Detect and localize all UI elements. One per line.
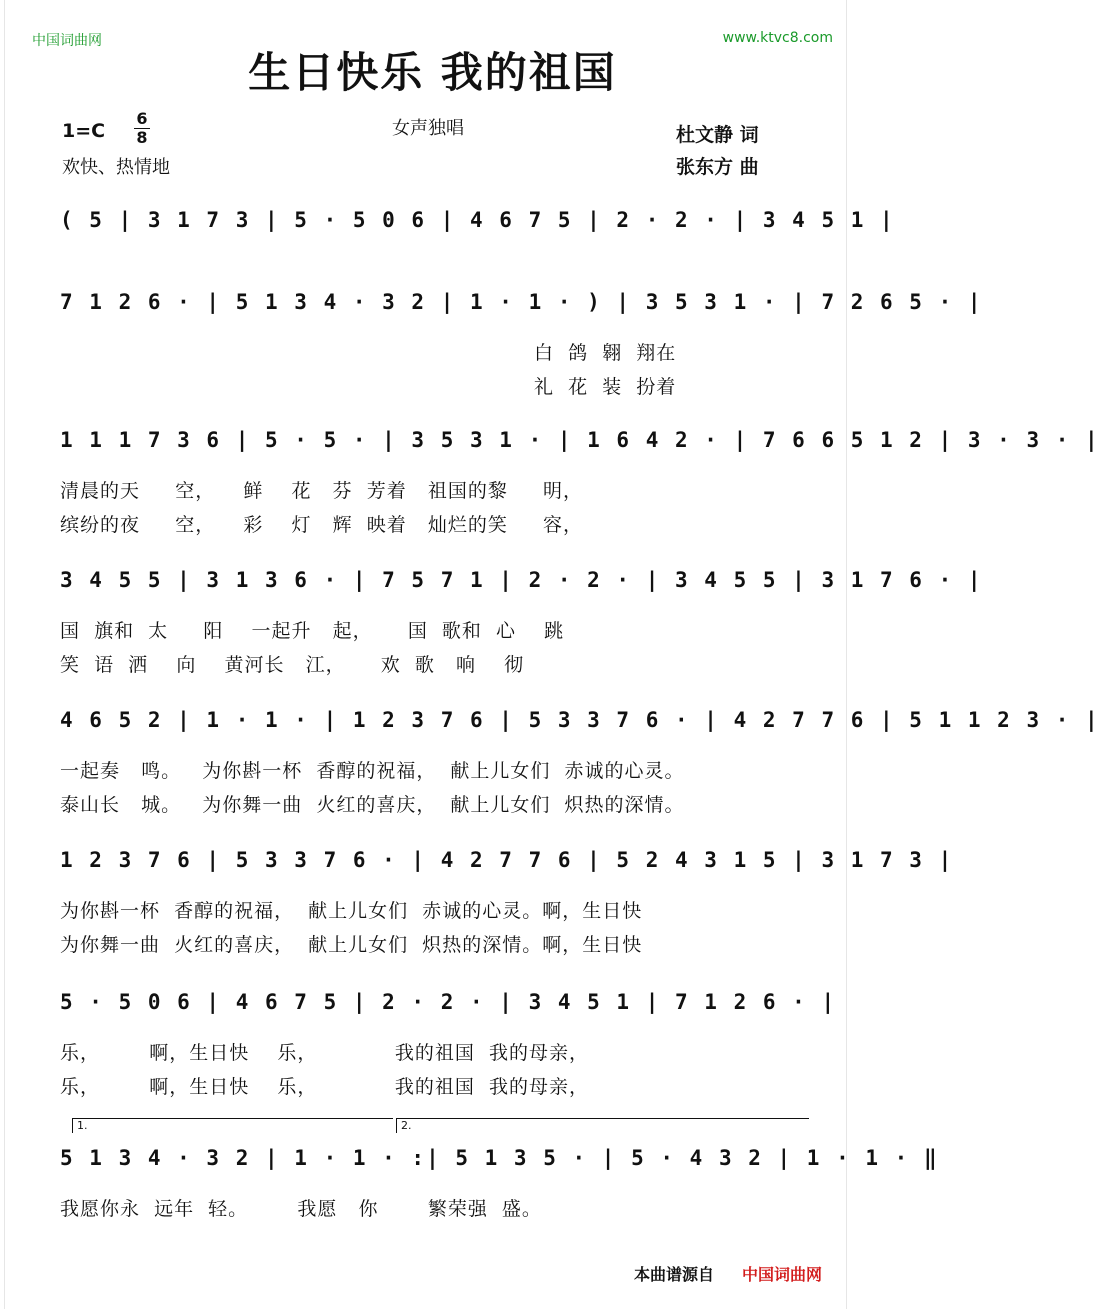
lyric-verse-1: 我愿你永 远年 轻。 我愿 你 繁荣强 盛。 <box>60 1198 542 1220</box>
key-signature: 1=C <box>62 120 106 142</box>
notation-line: 5 1 3 4 · 3 2 | 1 · 1 · :| 5 1 3 5 · | 5 · 4 3 2 | 1 · 1 · ‖ <box>60 1146 939 1170</box>
tempo-marking: 欢快、热情地 <box>62 157 170 178</box>
second-ending-bracket: 2. <box>396 1118 809 1133</box>
notation-line: ( 5 | 3 1 7 3 | 5 · 5 0 6 | 4 6 7 5 | 2 · 2 · | 3 4 5 1 | <box>60 208 895 232</box>
notation-line: 7 1 2 6 · | 5 1 3 4 · 3 2 | 1 · 1 · ) | 3 5 3 1 · | 7 2 6 5 · | <box>60 290 983 314</box>
notation-line: 4 6 5 2 | 1 · 1 · | 1 2 3 7 6 | 5 3 3 7 6 · | 4 2 7 7 6 | 5 1 1 2 3 · | <box>60 708 1100 732</box>
song-title: 生日快乐 我的祖国 <box>248 48 617 97</box>
lyric-verse-1: 乐， 啊，生日快 乐， 我的祖国 我的母亲， <box>60 1042 589 1064</box>
lyric-verse-1: 一起奏 鸣。 为你斟一杯 香醇的祝福， 献上儿女们 赤诚的心灵。 <box>60 760 685 782</box>
lyric-verse-1: 白 鸽 翱 翔在 <box>534 342 677 364</box>
composer-credit: 张东方 曲 <box>676 156 759 178</box>
voice-type: 女声独唱 <box>392 118 464 139</box>
source-site-link[interactable]: 中国词曲网 <box>742 1265 823 1284</box>
lyric-verse-2: 乐， 啊，生日快 乐， 我的祖国 我的母亲， <box>60 1076 589 1098</box>
lyric-verse-2: 笑 语 洒 向 黄河长 江， 欢 歌 响 彻 <box>60 654 525 676</box>
lyric-verse-1: 清晨的天 空， 鲜 花 芬 芳着 祖国的黎 明， <box>60 480 584 502</box>
right-watermark-strip <box>846 0 861 1309</box>
first-ending-bracket: 1. <box>72 1118 393 1133</box>
notation-line: 1 2 3 7 6 | 5 3 3 7 6 · | 4 2 7 7 6 | 5 2 4 3 1 5 | 3 1 7 3 | <box>60 848 954 872</box>
lyric-verse-2: 礼 花 装 扮着 <box>534 376 677 398</box>
source-label: 本曲谱源自 <box>634 1265 715 1284</box>
lyric-verse-2: 为你舞一曲 火红的喜庆， 献上儿女们 炽热的深情。啊，生日快 <box>60 934 643 956</box>
site-url-top-right[interactable]: www.ktvc8.com <box>722 30 833 46</box>
notation-line: 5 · 5 0 6 | 4 6 7 5 | 2 · 2 · | 3 4 5 1 | 7 1 2 6 · | <box>60 990 837 1014</box>
lyricist-credit: 杜文静 词 <box>676 124 759 146</box>
lyric-verse-2: 泰山长 城。 为你舞一曲 火红的喜庆， 献上儿女们 炽热的深情。 <box>60 794 685 816</box>
lyric-verse-1: 为你斟一杯 香醇的祝福， 献上儿女们 赤诚的心灵。啊，生日快 <box>60 900 643 922</box>
left-watermark-strip <box>4 0 19 1309</box>
time-signature <box>134 110 150 147</box>
notation-line: 1 1 1 7 3 6 | 5 · 5 · | 3 5 3 1 · | 1 6 4 2 · | 7 6 6 5 1 2 | 3 · 3 · | <box>60 428 1100 452</box>
lyric-verse-2: 缤纷的夜 空， 彩 灯 辉 映着 灿烂的笑 容， <box>60 514 584 536</box>
meter-bottom: 8 <box>134 128 150 147</box>
site-name-top-left[interactable]: 中国词曲网 <box>32 33 102 49</box>
meter-top: 6 <box>136 109 148 128</box>
lyric-verse-1: 国 旗和 太 阳 一起升 起， 国 歌和 心 跳 <box>60 620 565 642</box>
notation-line: 3 4 5 5 | 3 1 3 6 · | 7 5 7 1 | 2 · 2 · | 3 4 5 5 | 3 1 7 6 · | <box>60 568 983 592</box>
